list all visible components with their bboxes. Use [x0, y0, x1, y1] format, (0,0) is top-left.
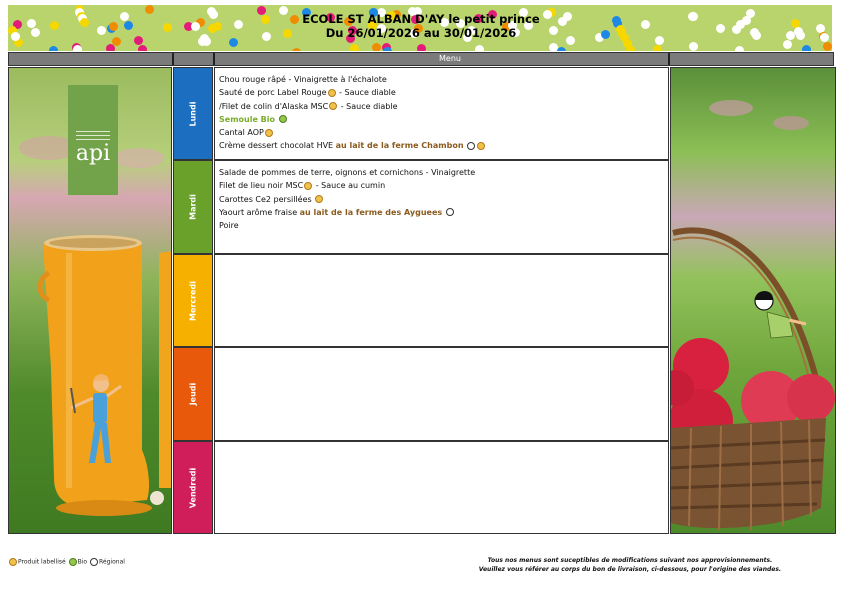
menu-item-text: au lait de la ferme des Ayguees — [299, 207, 443, 217]
confetti-dot — [783, 40, 792, 49]
menu-item-text: - Sauce diable — [338, 101, 398, 111]
menu-item-text: Carottes Ce2 persillées — [219, 194, 315, 204]
apple-basket-illustration — [671, 68, 836, 534]
menu-item-text: Poire — [219, 221, 239, 231]
regional-icon — [446, 208, 454, 216]
menu-cell-lundi — [214, 67, 669, 160]
confetti-dot — [73, 45, 82, 51]
day-label-mercredi — [173, 254, 213, 347]
menu-item-text: Semoule Bio — [219, 114, 276, 124]
boot-photo — [8, 67, 172, 534]
confetti-dot — [350, 44, 359, 51]
confetti-dot — [626, 45, 635, 51]
menu-item — [219, 219, 668, 232]
confetti-dot — [735, 46, 744, 51]
menu-item-text: Cantal AOP — [219, 128, 264, 138]
footnote — [440, 556, 820, 574]
menu-item-text: /Filet de colin d'Alaska MSC — [219, 101, 329, 111]
menu-item-text: Crème dessert chocolat HVE — [219, 141, 336, 151]
regional-icon — [467, 142, 475, 150]
confetti-dot — [372, 43, 381, 51]
label-icon — [329, 102, 337, 110]
menu-cell-mardi — [214, 160, 669, 254]
menu-item-text — [464, 141, 467, 150]
menu-item — [219, 179, 668, 192]
bio-icon — [279, 115, 287, 123]
day-name: Vendredi — [188, 467, 198, 508]
menu-item-text: Yaourt arôme fraise — [219, 207, 300, 217]
regional-icon — [90, 558, 98, 566]
confetti-dot — [417, 44, 426, 51]
legend-label: Produit labellisé — [18, 558, 66, 566]
day-name: Lundi — [188, 101, 198, 126]
apple-basket-photo — [670, 67, 836, 534]
confetti-dot — [802, 45, 811, 51]
day-label-mardi — [173, 160, 213, 254]
day-name: Mardi — [188, 194, 198, 220]
confetti-dot — [823, 42, 832, 51]
menu-item — [219, 73, 668, 86]
api-logo-text: api — [75, 141, 111, 166]
day-label-jeudi — [173, 347, 213, 441]
header-separator — [213, 53, 215, 65]
day-label-lundi — [173, 67, 213, 160]
footnote-line-1: Tous nos menus sont suceptibles de modifications suivant nos approvisionnements. — [487, 557, 773, 564]
confetti-dot — [653, 45, 662, 51]
menu-item — [219, 206, 668, 219]
confetti-dot — [138, 45, 147, 51]
legend-bio: Bio — [77, 558, 88, 566]
menu-item — [219, 166, 668, 179]
menu-item-text: - Sauce au cumin — [313, 181, 386, 191]
menu-cell-jeudi — [214, 347, 669, 441]
menu-item-text: Sauté de porc Label Rouge — [219, 88, 327, 98]
menu-item-text — [275, 115, 278, 124]
menu-item — [219, 139, 668, 152]
menu-item — [219, 113, 668, 126]
menu-item — [219, 193, 668, 206]
school-title: ECOLE ST ALBAN D'AY le petit prince — [302, 12, 540, 26]
label-icon — [328, 89, 336, 97]
day-label-vendredi — [173, 441, 213, 534]
menu-header-bar — [8, 52, 834, 66]
menu-header-label: Menu — [439, 54, 461, 63]
menu-item-text: - Sauce diable — [336, 88, 396, 98]
bio-icon — [69, 558, 77, 566]
menu-item — [219, 100, 668, 113]
day-name: Jeudi — [188, 382, 198, 406]
confetti-dot — [689, 42, 698, 51]
legend-regional: Régional — [99, 558, 125, 566]
legend — [8, 558, 125, 566]
menu-item-text: Filet de lieu noir MSC — [219, 181, 304, 191]
header-separator — [172, 53, 174, 65]
label-icon — [315, 195, 323, 203]
label-icon — [477, 142, 485, 150]
page-title — [0, 12, 842, 40]
confetti-dot — [557, 47, 566, 51]
label-icon — [304, 182, 312, 190]
confetti-dot — [292, 48, 301, 51]
menu-cell-mercredi — [214, 254, 669, 347]
confetti-dot — [49, 46, 58, 51]
day-name: Mercredi — [188, 280, 198, 321]
label-icon — [9, 558, 17, 566]
menu-item — [219, 126, 668, 139]
menu-item-text: au lait de la ferme Chambon — [335, 141, 464, 151]
menu-item-text — [442, 208, 445, 217]
menu-item — [219, 86, 668, 99]
label-icon — [265, 129, 273, 137]
confetti-dot — [383, 47, 392, 51]
date-range: Du 26/01/2026 au 30/01/2026 — [325, 26, 517, 40]
menu-cell-vendredi — [214, 441, 669, 534]
menu-item-text: Salade de pommes de terre, oignons et cornichons - Vinaigrette — [219, 168, 476, 177]
confetti-dot — [475, 45, 484, 51]
api-logo — [68, 85, 118, 195]
menu-item-text: Chou rouge râpé - Vinaigrette à l'échalote — [219, 75, 387, 84]
footnote-line-2: Veuillez vous référer au corps du bon de livraison, ci-dessous, pour l'origine des viandes. — [478, 566, 782, 573]
